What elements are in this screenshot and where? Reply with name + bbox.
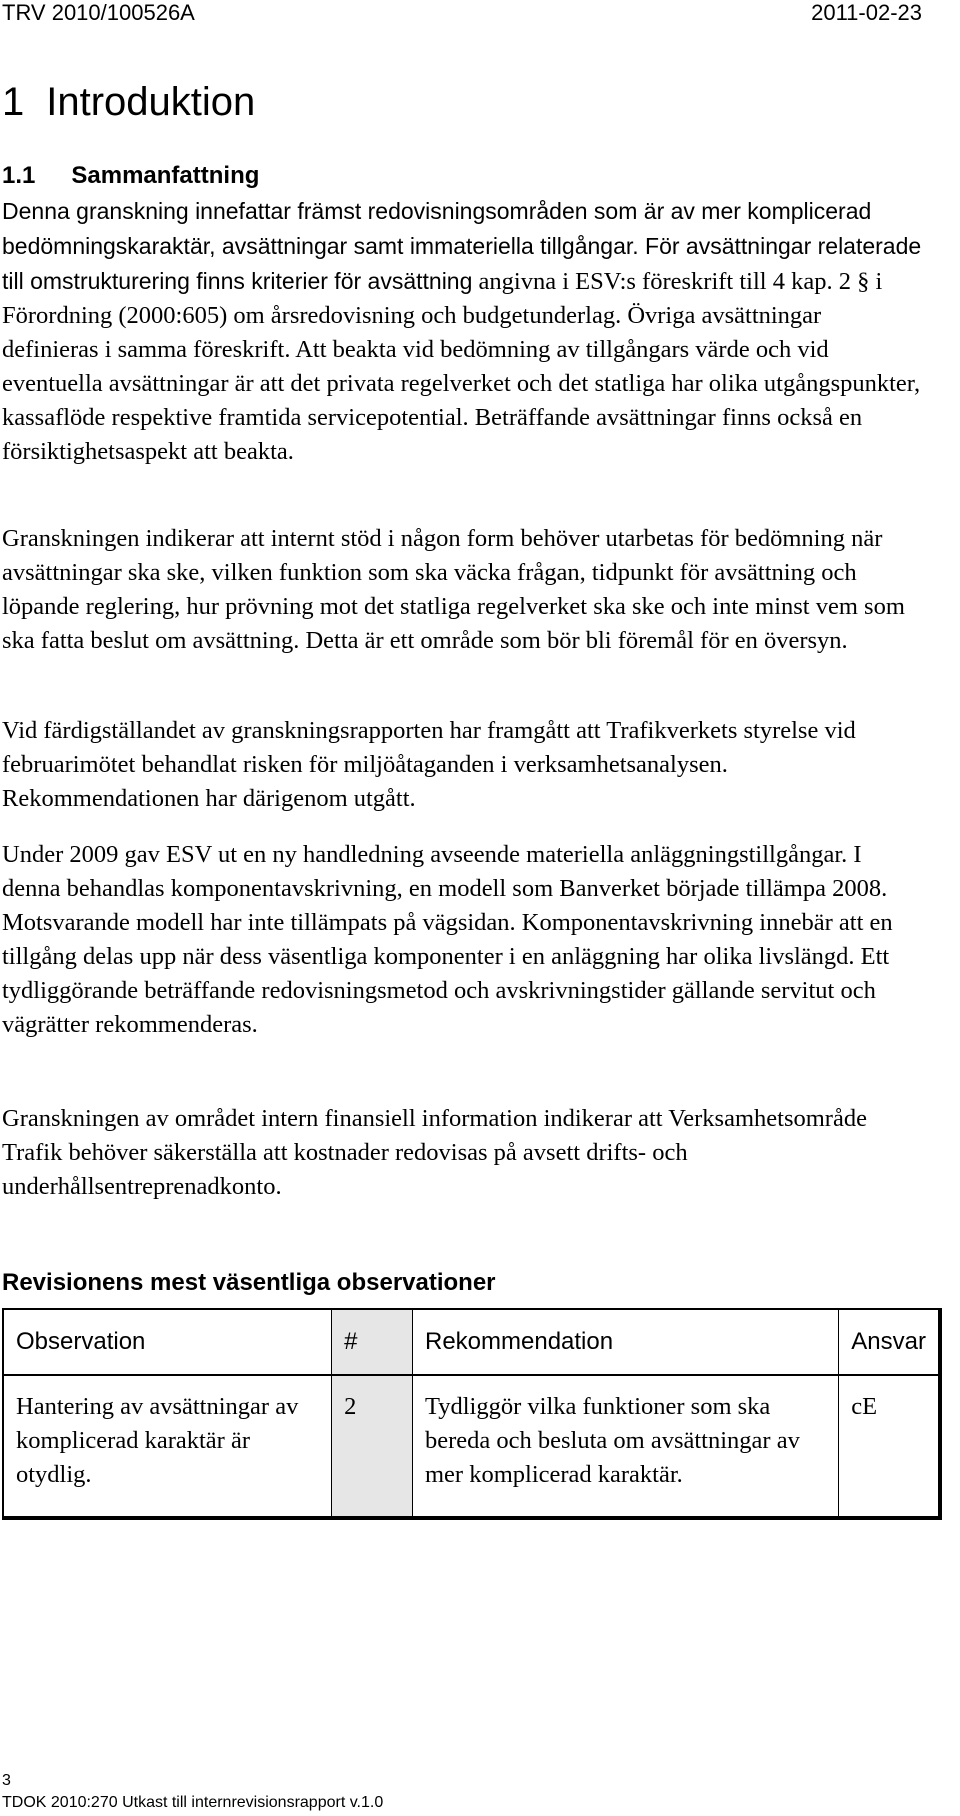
chapter-heading <box>2 80 255 125</box>
document-date: 2011-02-23 <box>811 0 922 25</box>
paragraph-component-depreciation: Under 2009 gav ESV ut en ny handledning avseende materiella anläggningstillgångar. I denna behandlas komponentavskrivning, en modell som Banverket började tillämpa 2008. Motsvarande modell har inte tillämpats på vägsidan. Komponentavskrivning innebär att en tillgång delas upp när dess väsentliga komponenter i en anläggning har olika livslängd. Ett tydliggörande beträffande redovisningsmetod och avskrivningstider gällande servitut och vägrätter rekommenderas. <box>2 841 893 1038</box>
paragraph-internal-support: Granskningen indikerar att internt stöd i någon form behöver utarbetas för bedömning när avsättningar ska ske, vilken funktion som ska väcka frågan, tidpunkt för avsättning och löpande reglering, hur prövning mot det statliga regelverket ska ske och inte minst vem som ska fatta beslut om avsättning. Detta är ett område som bör bli föremål för en översyn. <box>2 525 905 654</box>
table-header-row <box>3 1309 940 1375</box>
page-number: 3 <box>2 1772 11 1789</box>
section-number: 1.1 <box>2 162 36 189</box>
table-row <box>3 1375 940 1518</box>
document-id: TRV 2010/100526A <box>2 0 195 25</box>
observations-table <box>2 1308 942 1520</box>
chapter-number: 1 <box>2 80 25 124</box>
section-title: Sammanfattning <box>71 162 260 189</box>
header-observation: Observation <box>3 1309 332 1375</box>
cell-observation: Hantering av avsättningar av komplicerad karaktär är otydlig. <box>3 1375 332 1518</box>
header-responsible: Ansvar <box>839 1309 940 1375</box>
paragraph-summary <box>2 194 922 469</box>
section-heading <box>2 162 259 190</box>
paragraph-summary-rest: angivna i ESV:s föreskrift till 4 kap. 2 § i Förordning (2000:605) om årsredovisning och budgetunderlag. Övriga avsättningar definieras i samma föreskrift. Att beakta vid bedömning av tillgångars värde och vid eventuella avsättningar är att det privata regelverket och det statliga har olika utgångspunkter, kassaflöde respektive framtida servicepotential. Beträffande avsättningar finns också en försiktighetsaspekt att beakta. <box>2 268 921 465</box>
cell-number: 2 <box>332 1375 413 1518</box>
paragraph-financial-information: Granskningen av området intern finansiell information indikerar att Verksamhetsområde Trafik behöver säkerställa att kostnader redovisas på avsett drifts- och underhållsentreprenadkonto. <box>2 1105 867 1200</box>
observations-title: Revisionens mest väsentliga observationer <box>2 1269 496 1296</box>
header-number: # <box>332 1309 413 1375</box>
cell-recommendation: Tydliggör vilka funktioner som ska bereda och besluta om avsättningar av mer komplicerad karaktär. <box>412 1375 838 1518</box>
page-header <box>0 0 960 32</box>
document-reference: TDOK 2010:270 Utkast till internrevisionsrapport v.1.0 <box>2 1794 384 1811</box>
paragraph-environmental-risk: Vid färdigställandet av granskningsrapporten har framgått att Trafikverkets styrelse vid februarimötet behandlat risken för miljöåtaganden i verksamhetsanalysen. Rekommendationen har därigenom utgått. <box>2 717 856 812</box>
chapter-title: Introduktion <box>46 80 256 124</box>
cell-responsible: cE <box>839 1375 940 1518</box>
header-recommendation: Rekommendation <box>412 1309 838 1375</box>
paragraph-summary-intro: Denna granskning innefattar främst redovisningsområden som är av mer komplicerad bedömningskaraktär, avsättningar samt immateriella tillgångar. För avsättningar relaterade till omstrukturering finns kriterier för avsättning <box>2 198 922 294</box>
